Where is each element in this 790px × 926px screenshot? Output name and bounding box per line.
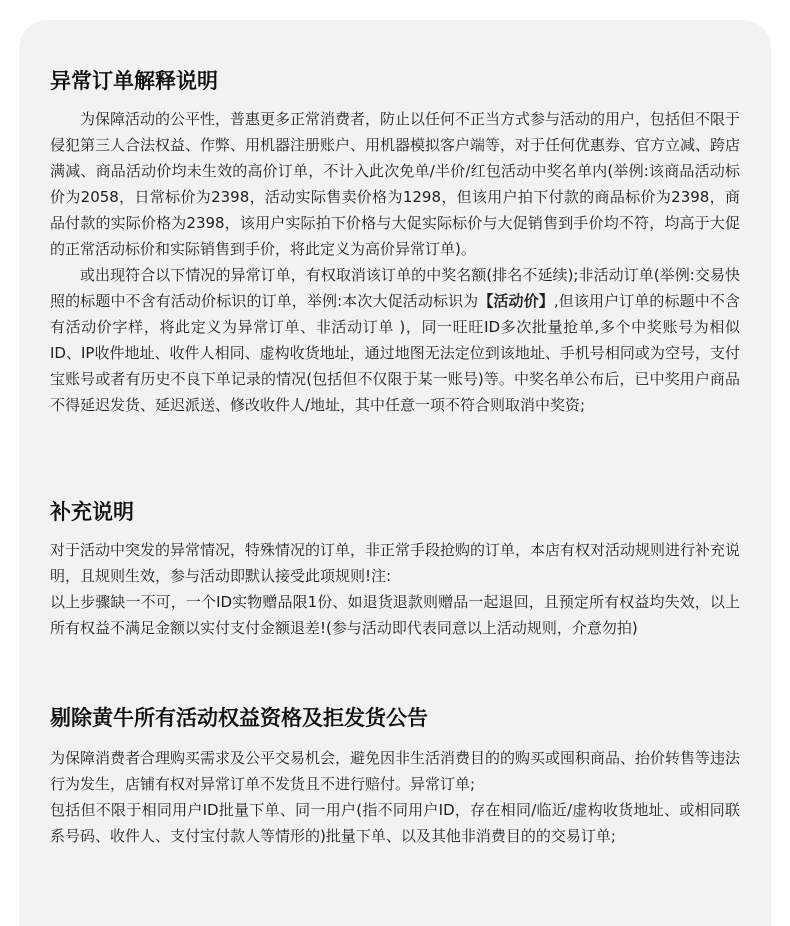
paragraph: 对于活动中突发的异常情况，特殊情况的订单，非正常手段抢购的订单，本店有权对活动规则进行补充说明，且规则生效，参与活动即默认接受此项规则!注: [50, 541, 741, 585]
paragraph-text: ,但该用户订单的标题中不含有活动价字样，将此定义为异常订单、非活动订单 )，同一旺旺ID多次批量抢单,多个中奖账号为相似ID、IP收件地址、收件人相同、虚构收货地址，通过地图无法定位到该地址、手机号相同或为空号，支付宝账号或者有历史不良下单记录的情况(包括但不仅限于某一账号)等。中奖名单公布后，已中奖用户商品不得延迟发货、延迟派送、修改收件人/地址，其中任意一项不符合则取消中奖资; [50, 292, 740, 414]
section-title: 剔除黄牛所有活动权益资格及拒发货公告 [50, 706, 428, 730]
paragraph: 为保障活动的公平性，普惠更多正常消费者，防止以任何不正当方式参与活动的用户，包括但不限于侵犯第三人合法权益、作弊、用机器注册账户、用机器模拟客户端等，对于任何优惠券、官方立减、跨店满减、商品活动价均未生效的高价订单，不计入此次免单/半价/红包活动中奖名单内(举例:该商品活动标价为2058，日常标价为2398，活动实际售卖价格为1298，但该用户拍下付款的商品标价为2398，商品付款的实际价格为2398，该用户实际拍下价格与大促实际标价与大促销售到手价均不符，均高于大促的正常活动标价和实际销售到手价，将此定义为高价异常订单)。 [50, 110, 741, 258]
section-abnormal-orders [50, 66, 740, 418]
paragraph: 以上步骤缺一不可，一个ID实物赠品限1份、如退货退款则赠品一起退回，且预定所有权益均失效，以上所有权益不满足金额以实付支付金额退差!(参与活动即代表同意以上活动规则，介意勿拍) [50, 593, 740, 637]
activity-price-tag: 【活动价】 [478, 292, 554, 310]
section-title: 补充说明 [50, 500, 134, 524]
paragraph [50, 262, 740, 418]
section-body [50, 106, 740, 418]
paragraph-text: 或出现符合以下情况的异常订单，有权取消该订单的中奖名额(排名不延续);非活动订单(举例:交易快照的标题中不含有活动价标识的订单，举例:本次大促活动标识为 [50, 266, 740, 310]
section-title: 异常订单解释说明 [50, 69, 218, 93]
section-scalper-notice [50, 703, 740, 849]
paragraph: 为保障消费者合理购买需求及公平交易机会，避免因非生活消费目的的购买或囤积商品、抬价转售等违法行为发生，店铺有权对异常订单不发货且不进行赔付。异常订单; [50, 749, 741, 793]
section-body [50, 745, 740, 849]
section-supplement [50, 497, 740, 641]
paragraph: 包括但不限于相同用户ID批量下单、同一用户(指不同用户ID，存在相同/临近/虚构收货地址、或相同联系号码、收件人、支付宝付款人等情形的)批量下单、以及其他非消费目的的交易订单; [50, 801, 740, 845]
section-body [50, 537, 740, 641]
